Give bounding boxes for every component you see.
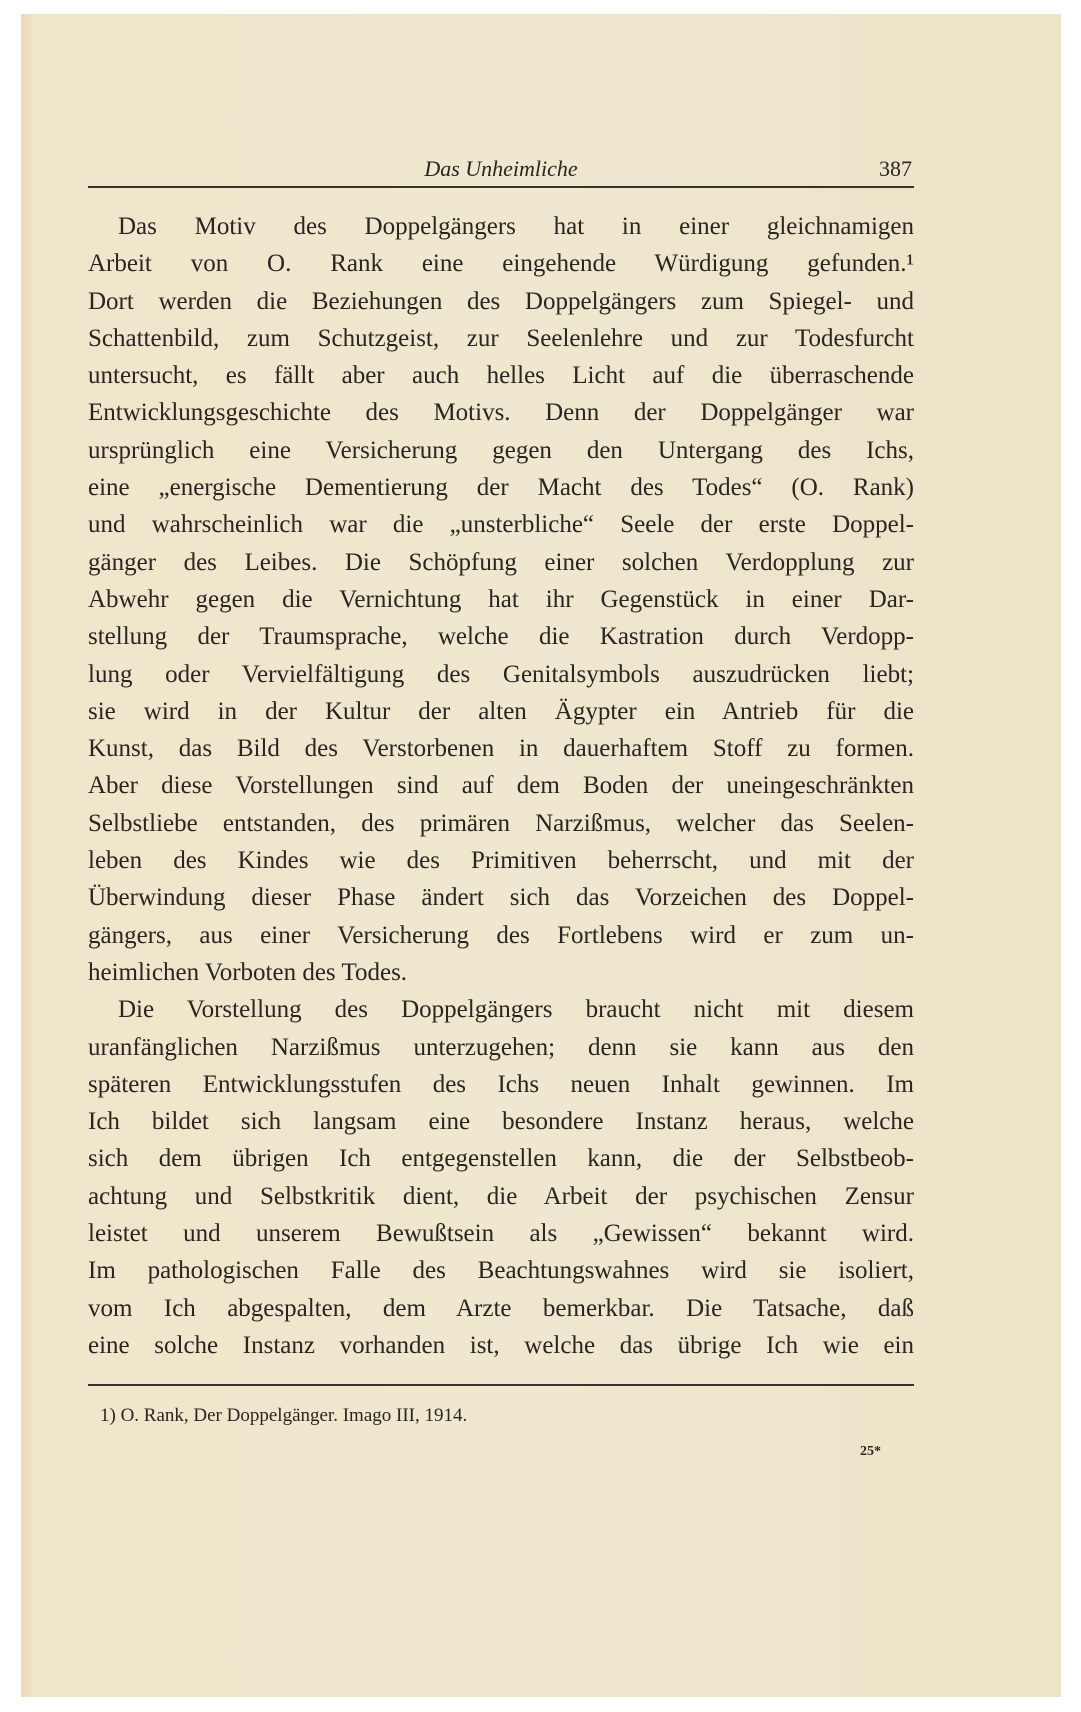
text-line: Überwindung dieser Phase ändert sich das Vorzeichen des Doppel- xyxy=(88,884,914,912)
text-line: sie wird in der Kultur der alten Ägypter ein Antrieb für die xyxy=(88,697,914,725)
text-line: Das Motiv des Doppelgängers hat in einer gleichnamigen xyxy=(118,213,914,240)
running-header xyxy=(88,154,914,184)
text-line: Ich bildet sich langsam eine besondere Instanz heraus, welche xyxy=(88,1108,914,1136)
header-rule xyxy=(88,186,914,188)
running-title: Das Unheimliche xyxy=(424,156,578,181)
text-line: Im pathologischen Falle des Beachtungswahnes wird sie isoliert, xyxy=(88,1257,914,1285)
text-line: Aber diese Vorstellungen sind auf dem Boden der uneingeschränkten xyxy=(88,772,914,800)
footnote: 1) O. Rank, Der Doppelgänger. Imago III, 1914. xyxy=(100,1405,468,1426)
text-line: leben des Kindes wie des Primitiven beherrscht, und mit der xyxy=(88,847,914,875)
text-line: lung oder Vervielfältigung des Genitalsymbols auszudrücken liebt; xyxy=(88,660,914,688)
text-line: Schattenbild, zum Schutzgeist, zur Seelenlehre und zur Todesfurcht xyxy=(88,324,914,352)
text-line: eine solche Instanz vorhanden ist, welche das übrige Ich wie ein xyxy=(88,1331,914,1359)
text-line: und wahrscheinlich war die „unsterbliche“ Seele der erste Doppel- xyxy=(88,511,914,539)
text-line: Selbstliebe entstanden, des primären Narzißmus, welcher das Seelen- xyxy=(88,809,914,837)
text-line: Kunst, das Bild des Verstorbenen in dauerhaftem Stoff zu formen. xyxy=(88,735,914,763)
text-line: untersucht, es fällt aber auch helles Licht auf die überraschende xyxy=(88,362,914,390)
text-line: eine „energische Dementierung der Macht des Todes“ (O. Rank) xyxy=(88,474,914,502)
text-line: ursprünglich eine Versicherung gegen den Untergang des Ichs, xyxy=(88,436,914,464)
page-number: 387 xyxy=(879,156,912,181)
text-line: heimlichen Vorboten des Todes. xyxy=(88,958,408,986)
text-line: Entwicklungsgeschichte des Motivs. Denn der Doppelgänger war xyxy=(88,399,914,427)
body-text xyxy=(88,208,914,1364)
text-line: uranfänglichen Narzißmus unterzugehen; denn sie kann aus den xyxy=(88,1033,914,1061)
text-line: späteren Entwicklungsstufen des Ichs neuen Inhalt gewinnen. Im xyxy=(88,1070,914,1098)
text-line: Arbeit von O. Rank eine eingehende Würdigung gefunden.¹ xyxy=(88,250,914,278)
text-line: Dort werden die Beziehungen des Doppelgängers zum Spiegel- und xyxy=(88,287,914,315)
text-line: vom Ich abgespalten, dem Arzte bemerkbar. Die Tatsache, daß xyxy=(88,1294,914,1322)
text-line: achtung und Selbstkritik dient, die Arbeit der psychischen Zensur xyxy=(88,1182,914,1210)
footnote-rule xyxy=(88,1384,914,1386)
text-line: Die Vorstellung des Doppelgängers braucht nicht mit diesem xyxy=(118,996,914,1024)
text-line: gängers, aus einer Versicherung des Fortlebens wird er zum un- xyxy=(88,921,914,949)
text-line: gänger des Leibes. Die Schöpfung einer solchen Verdopplung zur xyxy=(88,548,914,576)
text-line: leistet und unserem Bewußtsein als „Gewissen“ bekannt wird. xyxy=(88,1220,914,1248)
signature-mark: 25* xyxy=(860,1444,881,1459)
text-line: Abwehr gegen die Vernichtung hat ihr Gegenstück in einer Dar- xyxy=(88,585,914,613)
text-line: sich dem übrigen Ich entgegenstellen kann, die der Selbstbeob- xyxy=(88,1145,914,1173)
text-line: stellung der Traumsprache, welche die Kastration durch Verdopp- xyxy=(88,623,914,651)
